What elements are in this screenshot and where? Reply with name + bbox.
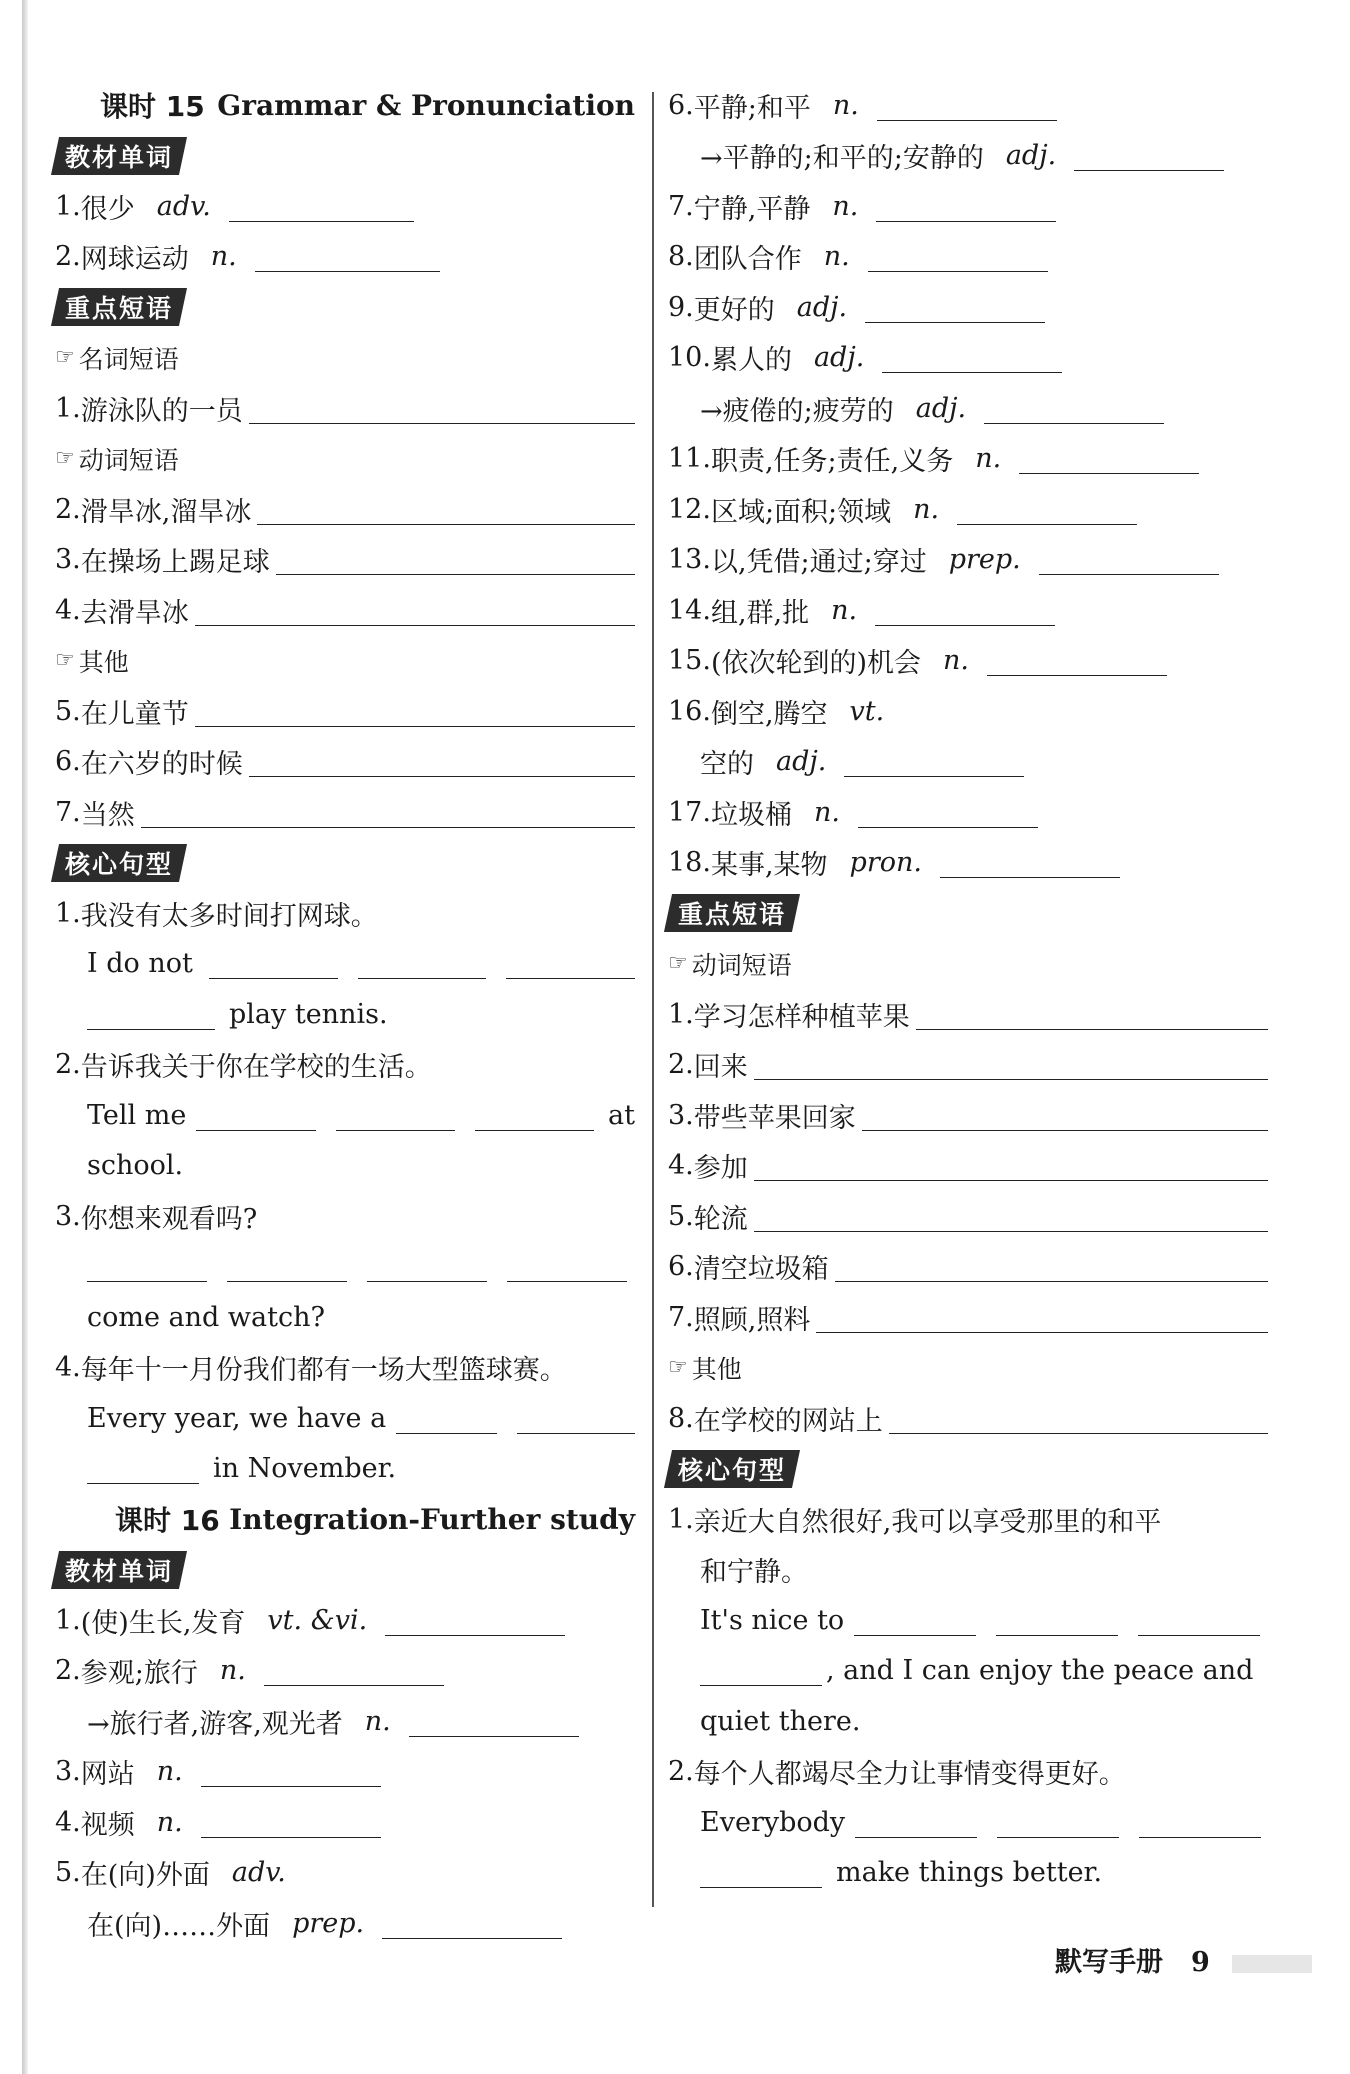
answer-blank[interactable] [700, 1655, 822, 1686]
answer-blank[interactable] [1138, 1605, 1260, 1636]
vocab-item: 5. 在(向)外面 adv. [55, 1857, 286, 1892]
answer-blank[interactable] [855, 1807, 977, 1838]
vocab-item: 2. 参观;旅行 n. [55, 1646, 635, 1697]
sentence-line: in November. [55, 1444, 635, 1495]
vocab-item: 6. 平静;和平 n. [668, 80, 1268, 131]
answer-blank[interactable] [987, 645, 1167, 676]
sentence-line: play tennis. [55, 989, 635, 1040]
answer-blank[interactable] [264, 1655, 444, 1686]
answer-blank[interactable] [195, 595, 635, 626]
lesson-16-heading: 课时 16 Integration-Further study [115, 1502, 635, 1538]
sentence-prompt: 2. 告诉我关于你在学校的生活。 [55, 1049, 432, 1084]
left-column [55, 80, 635, 1949]
sentence-line: come and watch? [87, 1301, 325, 1333]
phrase-item: 4. 参加 [668, 1141, 1268, 1192]
answer-blank[interactable] [754, 1201, 1268, 1232]
vocab-item: 11. 职责,任务;责任,义务 n. [668, 434, 1268, 485]
answer-blank[interactable] [255, 241, 440, 272]
subheading: ☞ 动词短语 [55, 445, 179, 475]
answer-blank[interactable] [507, 1251, 627, 1282]
answer-blank[interactable] [87, 1453, 199, 1484]
answer-blank[interactable] [844, 746, 1024, 777]
vocab-item: 15. (依次轮到的)机会 n. [668, 636, 1268, 687]
answer-blank[interactable] [868, 241, 1048, 272]
answer-blank[interactable] [835, 1251, 1268, 1282]
vocab-item: 1. (使)生长,发育 vt. &vi. [55, 1595, 635, 1646]
section-tag-phrases: 重点短语 [664, 894, 800, 932]
section-tag-vocab: 教材单词 [51, 137, 187, 175]
answer-blank[interactable] [700, 1857, 822, 1888]
answer-blank[interactable] [227, 1251, 347, 1282]
answer-blank[interactable] [249, 746, 635, 777]
answer-blank[interactable] [336, 1100, 455, 1131]
phrase-item: 8. 在学校的网站上 [668, 1393, 1268, 1444]
sentence-line: , and I can enjoy the peace and [668, 1646, 1268, 1697]
answer-blank[interactable] [249, 393, 635, 424]
sentence-line: school. [87, 1150, 184, 1182]
phrase-item: 4. 去滑旱冰 [55, 585, 635, 636]
page-footer [1055, 1940, 1312, 1979]
phrase-item: 1. 游泳队的一员 [55, 383, 635, 434]
section-tag-sentences: 核心句型 [51, 844, 187, 882]
answer-blank[interactable] [997, 1807, 1119, 1838]
sentence-prompt: 1. 我没有太多时间打网球。 [55, 897, 378, 932]
vocab-item: 12. 区域;面积;领域 n. [668, 484, 1268, 535]
phrase-item: 2. 滑旱冰,溜旱冰 [55, 484, 635, 535]
answer-blank[interactable] [1074, 140, 1224, 171]
column-divider [652, 92, 654, 1907]
answer-blank[interactable] [367, 1251, 487, 1282]
answer-blank[interactable] [475, 1100, 594, 1131]
sentence-prompt: 3. 你想来观看吗? [55, 1200, 258, 1235]
answer-blank[interactable] [889, 1403, 1268, 1434]
faded-mark [1232, 1955, 1312, 1973]
page-edge [22, 0, 28, 2074]
answer-blank[interactable] [382, 1908, 562, 1939]
answer-blank[interactable] [276, 544, 635, 575]
sentence-line: Everybody [668, 1797, 1268, 1848]
answer-blank[interactable] [754, 1049, 1268, 1080]
vocab-item: 1. 很少 adv. [55, 181, 635, 232]
pointing-hand-icon: ☞ [55, 345, 75, 371]
section-tag-vocab: 教材单词 [51, 1551, 187, 1589]
answer-blank[interactable] [957, 494, 1137, 525]
answer-blank[interactable] [865, 292, 1045, 323]
phrase-item: 7. 当然 [55, 787, 635, 838]
pointing-hand-icon: ☞ [55, 648, 75, 674]
answer-blank[interactable] [141, 797, 635, 828]
phrase-item: 3. 在操场上踢足球 [55, 535, 635, 586]
sentence-line: make things better. [668, 1848, 1268, 1899]
sentence-line: Tell me at [87, 1099, 635, 1131]
answer-blank[interactable] [816, 1302, 1268, 1333]
vocab-item: 14. 组,群,批 n. [668, 585, 1268, 636]
answer-blank[interactable] [201, 1756, 381, 1787]
subheading: ☞ 其他 [55, 647, 129, 677]
section-tag-phrases: 重点短语 [51, 288, 187, 326]
page-number: 9 [1191, 1947, 1210, 1978]
vocab-item: 13. 以,凭借;通过;穿过 prep. [668, 535, 1268, 586]
answer-blank[interactable] [257, 494, 635, 525]
phrase-item: 6. 在六岁的时候 [55, 737, 635, 788]
vocab-item: →疲倦的;疲劳的 adj. [668, 383, 1268, 434]
vocab-item: 4. 视频 n. [55, 1797, 635, 1848]
vocab-item: 10. 累人的 adj. [668, 333, 1268, 384]
vocab-item: →平静的;和平的;安静的 adj. [668, 131, 1268, 182]
phrase-item: 6. 清空垃圾箱 [668, 1242, 1268, 1293]
vocab-item: 8. 团队合作 n. [668, 232, 1268, 283]
sentence-prompt: 和宁静。 [700, 1557, 808, 1589]
answer-blank[interactable] [862, 1100, 1268, 1131]
vocab-item: 在(向)……外面 prep. [55, 1898, 635, 1949]
vocab-item: 7. 宁静,平静 n. [668, 181, 1268, 232]
phrase-item: 7. 照顾,照料 [668, 1292, 1268, 1343]
sentence-line: I do not [55, 939, 635, 990]
section-tag-sentences: 核心句型 [664, 1450, 800, 1488]
answer-blank[interactable] [984, 393, 1164, 424]
answer-blank[interactable] [87, 999, 215, 1030]
phrase-item: 5. 在儿童节 [55, 686, 635, 737]
answer-blank[interactable] [875, 595, 1055, 626]
phrase-item: 3. 带些苹果回家 [668, 1090, 1268, 1141]
vocab-item: 空的 adj. [668, 737, 1268, 788]
answer-blank[interactable] [877, 90, 1057, 121]
answer-blank[interactable] [87, 1251, 207, 1282]
answer-blank[interactable] [996, 1605, 1118, 1636]
vocab-item: 9. 更好的 adj. [668, 282, 1268, 333]
answer-blank[interactable] [1139, 1807, 1261, 1838]
phrase-item: 2. 回来 [668, 1040, 1268, 1091]
lesson-15-heading: 课时 15 Grammar & Pronunciation [100, 88, 635, 124]
subheading: ☞ 其他 [668, 1354, 742, 1384]
answer-blank[interactable] [506, 948, 635, 979]
phrase-item: 1. 学习怎样种植苹果 [668, 989, 1268, 1040]
sentence-line: It's nice to [668, 1595, 1268, 1646]
vocab-item: 3. 网站 n. [55, 1747, 635, 1798]
vocab-item: 18. 某事,某物 pron. [668, 838, 1268, 889]
answer-blank[interactable] [201, 1807, 381, 1838]
answer-blank[interactable] [209, 948, 338, 979]
sentence-line [55, 1242, 635, 1293]
sentence-prompt: 2. 每个人都竭尽全力让事情变得更好。 [668, 1756, 1126, 1791]
answer-blank[interactable] [854, 1605, 976, 1636]
answer-blank[interactable] [916, 999, 1268, 1030]
vocab-item: 16. 倒空,腾空 vt. [668, 695, 885, 730]
answer-blank[interactable] [876, 191, 1056, 222]
sentence-line: quiet there. [700, 1705, 861, 1737]
sentence-prompt: 1. 亲近大自然很好,我可以享受那里的和平 [668, 1503, 1162, 1538]
answer-blank[interactable] [396, 1403, 497, 1434]
right-column [668, 80, 1268, 1898]
sentence-line: Every year, we have a [55, 1393, 635, 1444]
answer-blank[interactable] [196, 1100, 315, 1131]
subheading: ☞ 动词短语 [668, 950, 792, 980]
answer-blank[interactable] [1019, 443, 1199, 474]
phrase-item: 5. 轮流 [668, 1191, 1268, 1242]
answer-blank[interactable] [882, 342, 1062, 373]
answer-blank[interactable] [754, 1150, 1268, 1181]
answer-blank[interactable] [1039, 544, 1219, 575]
pointing-hand-icon: ☞ [55, 446, 75, 472]
vocab-item: →旅行者,游客,观光者 n. [55, 1696, 635, 1747]
sentence-prompt: 4. 每年十一月份我们都有一场大型篮球赛。 [55, 1352, 567, 1387]
answer-blank[interactable] [195, 696, 635, 727]
book-title: 默写手册 [1055, 1947, 1163, 1978]
pointing-hand-icon: ☞ [668, 951, 688, 977]
answer-blank[interactable] [385, 1605, 565, 1636]
answer-blank[interactable] [858, 797, 1038, 828]
answer-blank[interactable] [940, 847, 1120, 878]
answer-blank[interactable] [229, 191, 414, 222]
answer-blank[interactable] [409, 1706, 579, 1737]
answer-blank[interactable] [517, 1403, 635, 1434]
pointing-hand-icon: ☞ [668, 1355, 688, 1381]
answer-blank[interactable] [358, 948, 487, 979]
vocab-item: 17. 垃圾桶 n. [668, 787, 1268, 838]
subheading: ☞ 名词短语 [55, 344, 179, 374]
vocab-item: 2. 网球运动 n. [55, 232, 635, 283]
